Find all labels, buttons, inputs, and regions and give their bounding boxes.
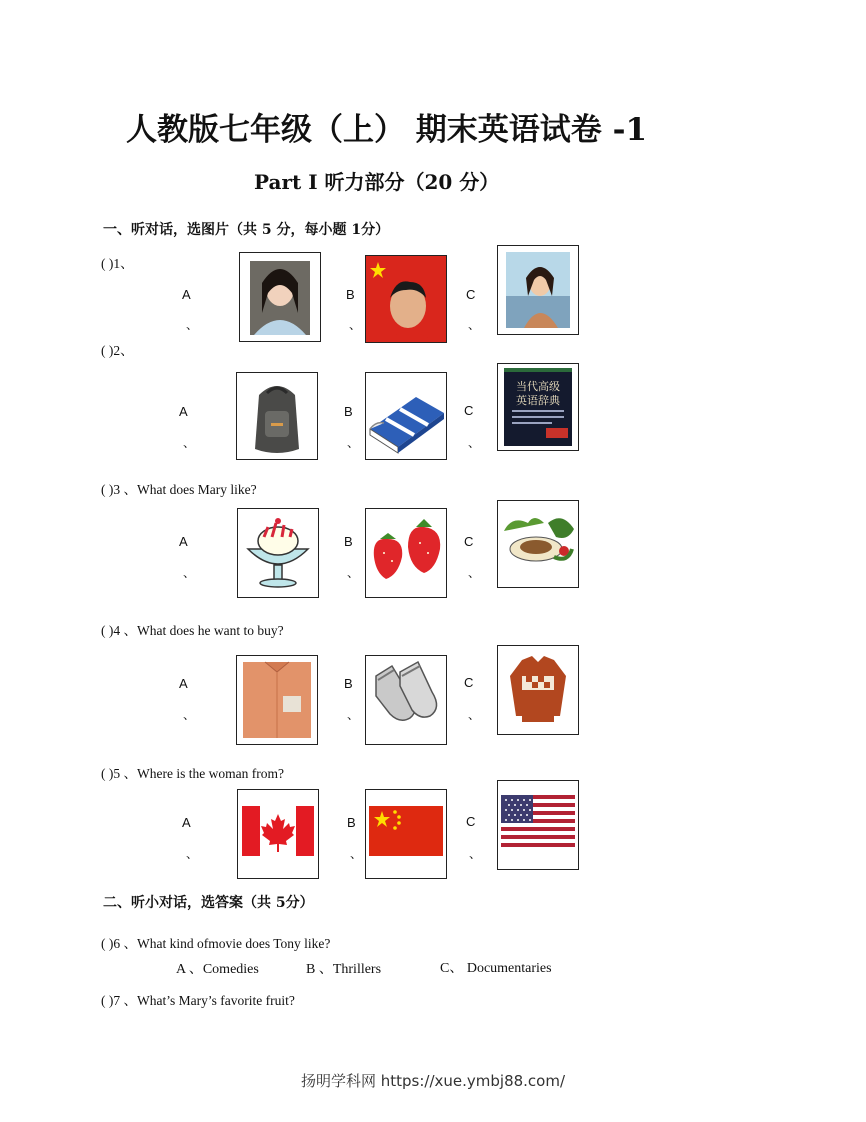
question-6: ( )6 、What kind ofmovie does Tony like?	[101, 936, 331, 951]
option-c-label: C	[466, 287, 476, 302]
tick-mark: 、	[468, 708, 481, 722]
option-b-label: B	[344, 676, 353, 691]
option-b-label: B	[344, 534, 353, 549]
picture-q2-a	[236, 372, 318, 460]
question-3: ( )3 、What does Mary like?	[101, 482, 257, 497]
tick-mark: 、	[468, 566, 481, 580]
tick-mark: 、	[347, 436, 360, 450]
option-a-label: A	[179, 534, 188, 549]
dictionary-cover-line-2: 英语辞典	[516, 394, 560, 407]
tick-mark: 、	[468, 318, 481, 332]
tick-mark: 、	[186, 847, 199, 861]
footer-watermark: 扬明学科网 https://xue.ymbj88.com/	[300, 1072, 566, 1090]
page-title: 人教版七年级（上） 期末英语试卷 -1	[126, 112, 648, 148]
option-b-label: B	[347, 815, 356, 830]
option-a-label: A	[179, 404, 188, 419]
question-5: ( )5 、Where is the woman from?	[101, 766, 284, 781]
tick-mark: 、	[183, 566, 196, 580]
picture-q5-a-canada-flag	[237, 789, 319, 879]
tick-mark: 、	[347, 566, 360, 580]
tick-mark: 、	[350, 847, 363, 861]
picture-q4-c	[497, 645, 579, 735]
option-a-label: A	[182, 815, 191, 830]
tick-mark: 、	[468, 436, 481, 450]
picture-q5-c-usa-flag	[497, 780, 579, 870]
picture-q3-c	[497, 500, 579, 588]
section1-heading: 一、听对话，选图片（共 5 分，每小题 1分）	[103, 222, 390, 238]
tick-mark: 、	[347, 708, 360, 722]
picture-q2-c	[497, 363, 579, 451]
picture-q4-a	[236, 655, 318, 745]
question-2: ( )2、	[101, 343, 134, 358]
part-title: Part Ⅰ 听力部分（20 分）	[254, 170, 500, 194]
picture-q1-c	[497, 245, 579, 335]
option-a-label: A	[182, 287, 191, 302]
picture-q1-b	[365, 255, 447, 343]
tick-mark: 、	[183, 708, 196, 722]
picture-q5-b-china-flag	[365, 789, 447, 879]
tick-mark: 、	[186, 318, 199, 332]
option-c-label: C	[464, 675, 474, 690]
question-4: ( )4 、What does he want to buy?	[101, 623, 284, 638]
question-1: ( )1、	[101, 256, 134, 271]
picture-q1-a	[239, 252, 321, 342]
tick-mark: 、	[349, 318, 362, 332]
option-c-label: C	[464, 403, 474, 418]
option-b-label: B	[344, 404, 353, 419]
q6-option-b: B 、Thrillers	[306, 962, 382, 977]
option-c-label: C	[466, 814, 476, 829]
dictionary-cover-line-1: 当代高级	[516, 380, 560, 393]
section2-heading: 二、听小对话，选答案（共 5分）	[103, 895, 314, 911]
q6-option-a: A 、Comedies	[176, 962, 259, 977]
option-a-label: A	[179, 676, 188, 691]
tick-mark: 、	[183, 436, 196, 450]
option-b-label: B	[346, 287, 355, 302]
question-7: ( )7 、What’s Mary’s favorite fruit?	[101, 993, 295, 1008]
picture-q3-a	[237, 508, 319, 598]
picture-q3-b	[365, 508, 447, 598]
picture-q4-b	[365, 655, 447, 745]
q6-option-c: C、 Documentaries	[440, 961, 552, 976]
option-c-label: C	[464, 534, 474, 549]
tick-mark: 、	[469, 847, 482, 861]
picture-q2-b	[365, 372, 447, 460]
